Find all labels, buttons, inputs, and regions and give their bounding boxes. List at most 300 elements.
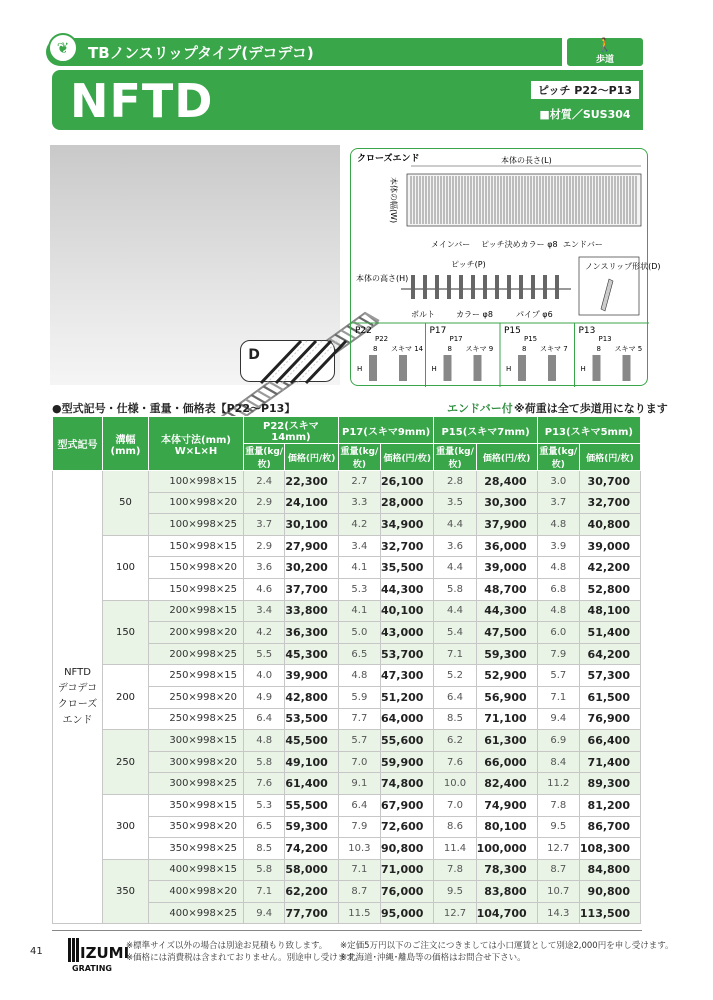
weight-cell: 5.3 [244, 794, 285, 816]
weight-cell: 4.8 [537, 514, 579, 536]
price-cell: 64,000 [380, 708, 433, 730]
size-cell: 400×998×25 [149, 902, 244, 924]
weight-cell: 5.0 [338, 622, 380, 644]
size-cell: 100×998×25 [149, 514, 244, 536]
weight-cell: 2.8 [434, 471, 476, 493]
footer-note: ※定価5万円以下のご注文につきましては小口運賃として別途2,000円を申し受けます。 [340, 941, 674, 951]
price-cell: 57,300 [579, 665, 640, 687]
footer-note: ※価格には消費税は含まれておりません。別途申し受けます。 [126, 953, 363, 963]
detail-pitch: P13 [598, 335, 612, 343]
detail-bar-right [623, 355, 631, 381]
subheader-price: 価格(円/枚) [380, 444, 433, 471]
weight-cell: 8.5 [244, 838, 285, 860]
load-note: ※荷重は全て歩道用になります [514, 402, 668, 415]
model-code-line: NFTD [64, 667, 91, 679]
price-cell: 39,000 [579, 535, 640, 557]
weight-cell: 4.2 [338, 514, 380, 536]
brand-bottom: GRATING [72, 964, 112, 973]
subheader-price: 価格(円/枚) [476, 444, 537, 471]
weight-cell: 9.4 [537, 708, 579, 730]
price-cell: 44,300 [476, 600, 537, 622]
price-cell: 52,800 [579, 578, 640, 600]
weight-cell: 10.0 [434, 773, 476, 795]
price-cell: 76,900 [579, 708, 640, 730]
size-cell: 300×998×15 [149, 730, 244, 752]
weight-cell: 11.4 [434, 838, 476, 860]
price-cell: 89,300 [579, 773, 640, 795]
table-row [53, 730, 641, 752]
bolt-label: ボルト [411, 310, 435, 319]
brand-top: IZUMI [80, 944, 130, 962]
detail-name: P15 [504, 326, 521, 336]
footer-notes-right [340, 940, 674, 964]
price-cell: 66,000 [476, 751, 537, 773]
detail-name: P22 [355, 326, 372, 336]
weight-cell: 6.9 [537, 730, 579, 752]
price-cell: 72,600 [380, 816, 433, 838]
header-p15: P15(スキマ7mm) [434, 417, 537, 444]
detail-bar-left [518, 355, 526, 381]
weight-cell: 3.0 [537, 471, 579, 493]
weight-cell: 9.5 [537, 816, 579, 838]
price-cell: 53,700 [380, 643, 433, 665]
detail-pitch: P15 [524, 335, 538, 343]
subheader-weight: 重量(kg/枚) [338, 444, 380, 471]
series-title-bar [46, 38, 562, 66]
size-cell: 250×998×15 [149, 665, 244, 687]
price-cell: 77,700 [285, 902, 338, 924]
weight-cell: 4.1 [338, 600, 380, 622]
pitch-detail-p22 [355, 326, 424, 381]
price-cell: 90,800 [380, 838, 433, 860]
side-view-bar [411, 275, 415, 299]
price-cell: 39,000 [476, 557, 537, 579]
weight-cell: 11.2 [537, 773, 579, 795]
weight-cell: 4.1 [338, 557, 380, 579]
price-cell: 33,800 [285, 600, 338, 622]
price-cell: 100,000 [476, 838, 537, 860]
price-cell: 37,900 [476, 514, 537, 536]
detail-h: H [580, 365, 586, 373]
weight-cell: 5.3 [338, 578, 380, 600]
body-length-label: 本体の長さ(L) [501, 156, 552, 165]
price-cell: 82,400 [476, 773, 537, 795]
price-cell: 78,300 [476, 859, 537, 881]
detail-gap: スキマ 7 [540, 345, 568, 353]
price-cell: 40,100 [380, 600, 433, 622]
side-view-bar [495, 275, 499, 299]
detail-pitch: P17 [449, 335, 463, 343]
weight-cell: 7.8 [537, 794, 579, 816]
weight-cell: 5.9 [338, 686, 380, 708]
price-cell: 67,900 [380, 794, 433, 816]
size-cell: 200×998×25 [149, 643, 244, 665]
price-cell: 59,300 [285, 816, 338, 838]
weight-cell: 11.5 [338, 902, 380, 924]
detail-name: P17 [429, 326, 447, 336]
weight-cell: 3.6 [244, 557, 285, 579]
subheader-weight: 重量(kg/枚) [244, 444, 285, 471]
weight-cell: 7.6 [434, 751, 476, 773]
pitch-detail-p13 [575, 323, 643, 387]
weight-cell: 3.4 [244, 600, 285, 622]
material: ■材質／SUS304 [539, 108, 631, 121]
price-cell: 74,800 [380, 773, 433, 795]
header-channel: 溝幅 (mm) [103, 417, 149, 471]
price-cell: 104,700 [476, 902, 537, 924]
body-height-label: 本体の高さ(H) [356, 274, 409, 283]
detail-h: H [357, 365, 363, 373]
price-cell: 48,100 [579, 600, 640, 622]
detail-bar-right [399, 355, 407, 381]
price-cell: 53,500 [285, 708, 338, 730]
price-cell: 76,000 [380, 881, 433, 903]
pitch-label: ピッチ(P) [451, 260, 486, 269]
weight-cell: 5.5 [244, 643, 285, 665]
channel-width-cell: 200 [103, 665, 149, 730]
end-bar-label: エンドバー [563, 240, 603, 249]
model-code-line: デコデコ [57, 683, 98, 695]
weight-cell: 6.5 [244, 816, 285, 838]
page-number: 41 [30, 946, 43, 957]
grating-bar [263, 386, 277, 394]
price-cell: 42,800 [285, 686, 338, 708]
price-cell: 24,100 [285, 492, 338, 514]
side-view-bar [471, 275, 475, 299]
pitch-range: ピッチ P22～P13 [530, 80, 640, 100]
weight-cell: 5.7 [537, 665, 579, 687]
price-cell: 39,900 [285, 665, 338, 687]
weight-cell: 7.0 [338, 751, 380, 773]
header-p22: P22(スキマ14mm) [244, 417, 339, 444]
detail-width: 8 [447, 345, 452, 353]
weight-cell: 6.4 [434, 686, 476, 708]
header-p13: P13(スキマ5mm) [537, 417, 640, 444]
size-cell: 100×998×15 [149, 471, 244, 493]
weight-cell: 8.7 [537, 859, 579, 881]
weight-cell: 4.8 [537, 600, 579, 622]
price-cell: 36,000 [476, 535, 537, 557]
weight-cell: 7.1 [434, 643, 476, 665]
detail-gap: スキマ 14 [391, 345, 424, 353]
size-cell: 200×998×15 [149, 600, 244, 622]
price-cell: 64,200 [579, 643, 640, 665]
weight-cell: 9.1 [338, 773, 380, 795]
channel-width-cell: 100 [103, 535, 149, 600]
price-cell: 90,800 [579, 881, 640, 903]
price-cell: 71,400 [579, 751, 640, 773]
table-row [53, 859, 641, 881]
price-cell: 27,900 [285, 535, 338, 557]
side-view-bar [531, 275, 535, 299]
nonslip-shape-label: ノンスリップ形状(D) [585, 262, 661, 271]
price-cell: 43,000 [380, 622, 433, 644]
detail-h: H [431, 365, 437, 373]
weight-cell: 3.5 [434, 492, 476, 514]
weight-cell: 3.9 [537, 535, 579, 557]
weight-cell: 5.7 [338, 730, 380, 752]
header-p17: P17(スキマ9mm) [338, 417, 434, 444]
price-cell: 45,500 [285, 730, 338, 752]
price-cell: 59,900 [380, 751, 433, 773]
weight-cell: 9.4 [244, 902, 285, 924]
price-cell: 108,300 [579, 838, 640, 860]
weight-cell: 5.8 [244, 859, 285, 881]
footer-notes-left [126, 940, 362, 964]
weight-cell: 7.8 [434, 859, 476, 881]
weight-cell: 9.5 [434, 881, 476, 903]
price-cell: 44,300 [380, 578, 433, 600]
channel-width-cell: 50 [103, 471, 149, 536]
price-cell: 113,500 [579, 902, 640, 924]
price-cell: 71,100 [476, 708, 537, 730]
table-row [53, 535, 641, 557]
detail-bar-right [474, 355, 482, 381]
price-cell: 51,200 [380, 686, 433, 708]
price-cell: 28,000 [380, 492, 433, 514]
footer-rule [52, 930, 642, 931]
detail-width: 8 [373, 345, 378, 353]
pitch-detail-p17 [426, 323, 494, 387]
price-cell: 26,100 [380, 471, 433, 493]
table-row [53, 600, 641, 622]
weight-cell: 4.6 [244, 578, 285, 600]
leaf-logo-icon: ❦ [48, 33, 78, 63]
weight-cell: 4.4 [434, 557, 476, 579]
weight-cell: 3.7 [244, 514, 285, 536]
side-view-bar [423, 275, 427, 299]
size-cell: 400×998×15 [149, 859, 244, 881]
table-caption: ●型式記号・仕様・重量・価格表【P22～P13】 [52, 402, 296, 415]
side-view-bar [483, 275, 487, 299]
weight-cell: 4.8 [338, 665, 380, 687]
weight-cell: 3.3 [338, 492, 380, 514]
izumi-grating-logo [66, 936, 130, 974]
price-cell: 36,300 [285, 622, 338, 644]
size-cell: 350×998×15 [149, 794, 244, 816]
price-cell: 45,300 [285, 643, 338, 665]
main-bar-label: メインバー [431, 240, 471, 249]
body-width-label: 本体の幅(W) [389, 177, 398, 224]
price-cell: 55,600 [380, 730, 433, 752]
footer-note: ※北海道･沖縄･離島等の価格はお問合せ下さい。 [340, 953, 526, 963]
detail-h: H [506, 365, 512, 373]
price-cell: 49,100 [285, 751, 338, 773]
detail-gap: スキマ 5 [614, 345, 643, 353]
weight-cell: 8.5 [434, 708, 476, 730]
weight-cell: 6.4 [244, 708, 285, 730]
weight-cell: 4.4 [434, 514, 476, 536]
detail-bar-left [593, 355, 601, 381]
size-cell: 150×998×15 [149, 535, 244, 557]
side-view-bar [507, 275, 511, 299]
footer-note: ※標準サイズ以外の場合は別途お見積もり致します。 [126, 941, 328, 951]
nonslip-tag: D [248, 347, 260, 363]
subheader-weight: 重量(kg/枚) [434, 444, 476, 471]
weight-cell: 2.4 [244, 471, 285, 493]
price-cell: 37,700 [285, 578, 338, 600]
technical-diagram [350, 148, 661, 386]
weight-cell: 4.4 [434, 600, 476, 622]
price-cell: 32,700 [579, 492, 640, 514]
table-row [53, 471, 641, 493]
weight-cell: 6.2 [434, 730, 476, 752]
weight-cell: 4.2 [244, 622, 285, 644]
detail-pitch: P22 [375, 335, 389, 343]
side-view-bar [435, 275, 439, 299]
weight-cell: 10.7 [537, 881, 579, 903]
collar-label: カラー φ8 [456, 310, 493, 319]
channel-width-cell: 300 [103, 794, 149, 859]
price-cell: 74,900 [476, 794, 537, 816]
price-cell: 59,300 [476, 643, 537, 665]
size-cell: 150×998×25 [149, 578, 244, 600]
detail-bar-right [548, 355, 556, 381]
weight-cell: 5.4 [434, 622, 476, 644]
subheader-weight: 重量(kg/枚) [537, 444, 579, 471]
price-cell: 61,400 [285, 773, 338, 795]
detail-bar-left [369, 355, 377, 381]
weight-cell: 5.8 [434, 578, 476, 600]
endbar-note: エンドバー付 [447, 402, 513, 415]
grating-bar [257, 391, 271, 399]
detail-name: P13 [578, 326, 596, 336]
weight-cell: 7.9 [537, 643, 579, 665]
price-cell: 30,300 [476, 492, 537, 514]
size-cell: 350×998×20 [149, 816, 244, 838]
weight-cell: 6.0 [537, 622, 579, 644]
header-model: 型式記号 [53, 417, 103, 471]
walkway-badge-label: 歩道 [595, 54, 614, 65]
size-cell: 350×998×25 [149, 838, 244, 860]
pipe-label: パイプ φ6 [516, 310, 553, 319]
weight-cell: 7.6 [244, 773, 285, 795]
price-cell: 52,900 [476, 665, 537, 687]
weight-cell: 7.9 [338, 816, 380, 838]
price-cell: 86,700 [579, 816, 640, 838]
subheader-price: 価格(円/枚) [579, 444, 640, 471]
table-row [53, 665, 641, 687]
price-cell: 66,400 [579, 730, 640, 752]
channel-width-cell: 350 [103, 859, 149, 924]
weight-cell: 3.7 [537, 492, 579, 514]
weight-cell: 4.0 [244, 665, 285, 687]
side-view-bar [519, 275, 523, 299]
price-cell: 83,800 [476, 881, 537, 903]
price-cell: 40,800 [579, 514, 640, 536]
weight-cell: 7.1 [537, 686, 579, 708]
side-view-bar [459, 275, 463, 299]
price-cell: 71,000 [380, 859, 433, 881]
side-view-bar [447, 275, 451, 299]
channel-width-cell: 150 [103, 600, 149, 665]
price-cell: 61,500 [579, 686, 640, 708]
channel-width-cell: 250 [103, 730, 149, 795]
price-cell: 35,500 [380, 557, 433, 579]
weight-cell: 12.7 [537, 838, 579, 860]
weight-cell: 8.6 [434, 816, 476, 838]
price-cell: 30,200 [285, 557, 338, 579]
weight-cell: 4.8 [244, 730, 285, 752]
price-cell: 81,200 [579, 794, 640, 816]
weight-cell: 8.7 [338, 881, 380, 903]
price-cell: 61,300 [476, 730, 537, 752]
size-cell: 100×998×20 [149, 492, 244, 514]
weight-cell: 7.7 [338, 708, 380, 730]
pitch-detail-p15 [500, 323, 568, 387]
pitch-collar-label: ピッチ決めカラー φ8 [481, 240, 558, 249]
weight-cell: 3.6 [434, 535, 476, 557]
price-cell: 22,300 [285, 471, 338, 493]
weight-cell: 5.2 [434, 665, 476, 687]
price-cell: 56,900 [476, 686, 537, 708]
size-cell: 150×998×20 [149, 557, 244, 579]
price-cell: 34,900 [380, 514, 433, 536]
weight-cell: 7.0 [434, 794, 476, 816]
model-code-line: クローズ [57, 699, 98, 711]
weight-cell: 6.5 [338, 643, 380, 665]
price-cell: 30,100 [285, 514, 338, 536]
size-cell: 300×998×25 [149, 773, 244, 795]
price-cell: 51,400 [579, 622, 640, 644]
model-code-line: エンド [62, 715, 93, 727]
weight-cell: 8.4 [537, 751, 579, 773]
size-cell: 200×998×20 [149, 622, 244, 644]
size-cell: 250×998×25 [149, 708, 244, 730]
weight-cell: 4.8 [537, 557, 579, 579]
series-title: TBノンスリップタイプ(デコデコ) [88, 43, 314, 62]
price-cell: 32,700 [380, 535, 433, 557]
size-cell: 300×998×20 [149, 751, 244, 773]
price-cell: 80,100 [476, 816, 537, 838]
detail-bar-left [444, 355, 452, 381]
weight-cell: 2.9 [244, 492, 285, 514]
price-cell: 95,000 [380, 902, 433, 924]
price-cell: 48,700 [476, 578, 537, 600]
weight-cell: 2.9 [244, 535, 285, 557]
walkway-badge [567, 38, 643, 66]
detail-width: 8 [596, 345, 601, 353]
weight-cell: 6.8 [537, 578, 579, 600]
price-cell: 58,000 [285, 859, 338, 881]
pedestrian-icon: 🚶 [596, 37, 614, 53]
detail-width: 8 [522, 345, 527, 353]
weight-cell: 5.8 [244, 751, 285, 773]
side-view-bar [555, 275, 559, 299]
size-cell: 400×998×20 [149, 881, 244, 903]
weight-cell: 6.4 [338, 794, 380, 816]
subheader-price: 価格(円/枚) [285, 444, 338, 471]
weight-cell: 7.1 [244, 881, 285, 903]
price-cell: 47,300 [380, 665, 433, 687]
price-cell: 47,500 [476, 622, 537, 644]
side-view-bar [543, 275, 547, 299]
price-cell: 84,800 [579, 859, 640, 881]
diagram-drawing [351, 149, 661, 387]
weight-cell: 12.7 [434, 902, 476, 924]
model-name: NFTD [70, 74, 214, 128]
weight-cell: 4.9 [244, 686, 285, 708]
price-cell: 62,200 [285, 881, 338, 903]
detail-gap: スキマ 9 [465, 345, 494, 353]
close-end-label: クローズエンド [357, 154, 420, 164]
weight-cell: 10.3 [338, 838, 380, 860]
table-row [53, 794, 641, 816]
spec-table [52, 416, 641, 924]
price-cell: 30,700 [579, 471, 640, 493]
header-dims: 本体寸法(mm) W×L×H [149, 417, 244, 471]
model-code-cell [53, 471, 103, 924]
